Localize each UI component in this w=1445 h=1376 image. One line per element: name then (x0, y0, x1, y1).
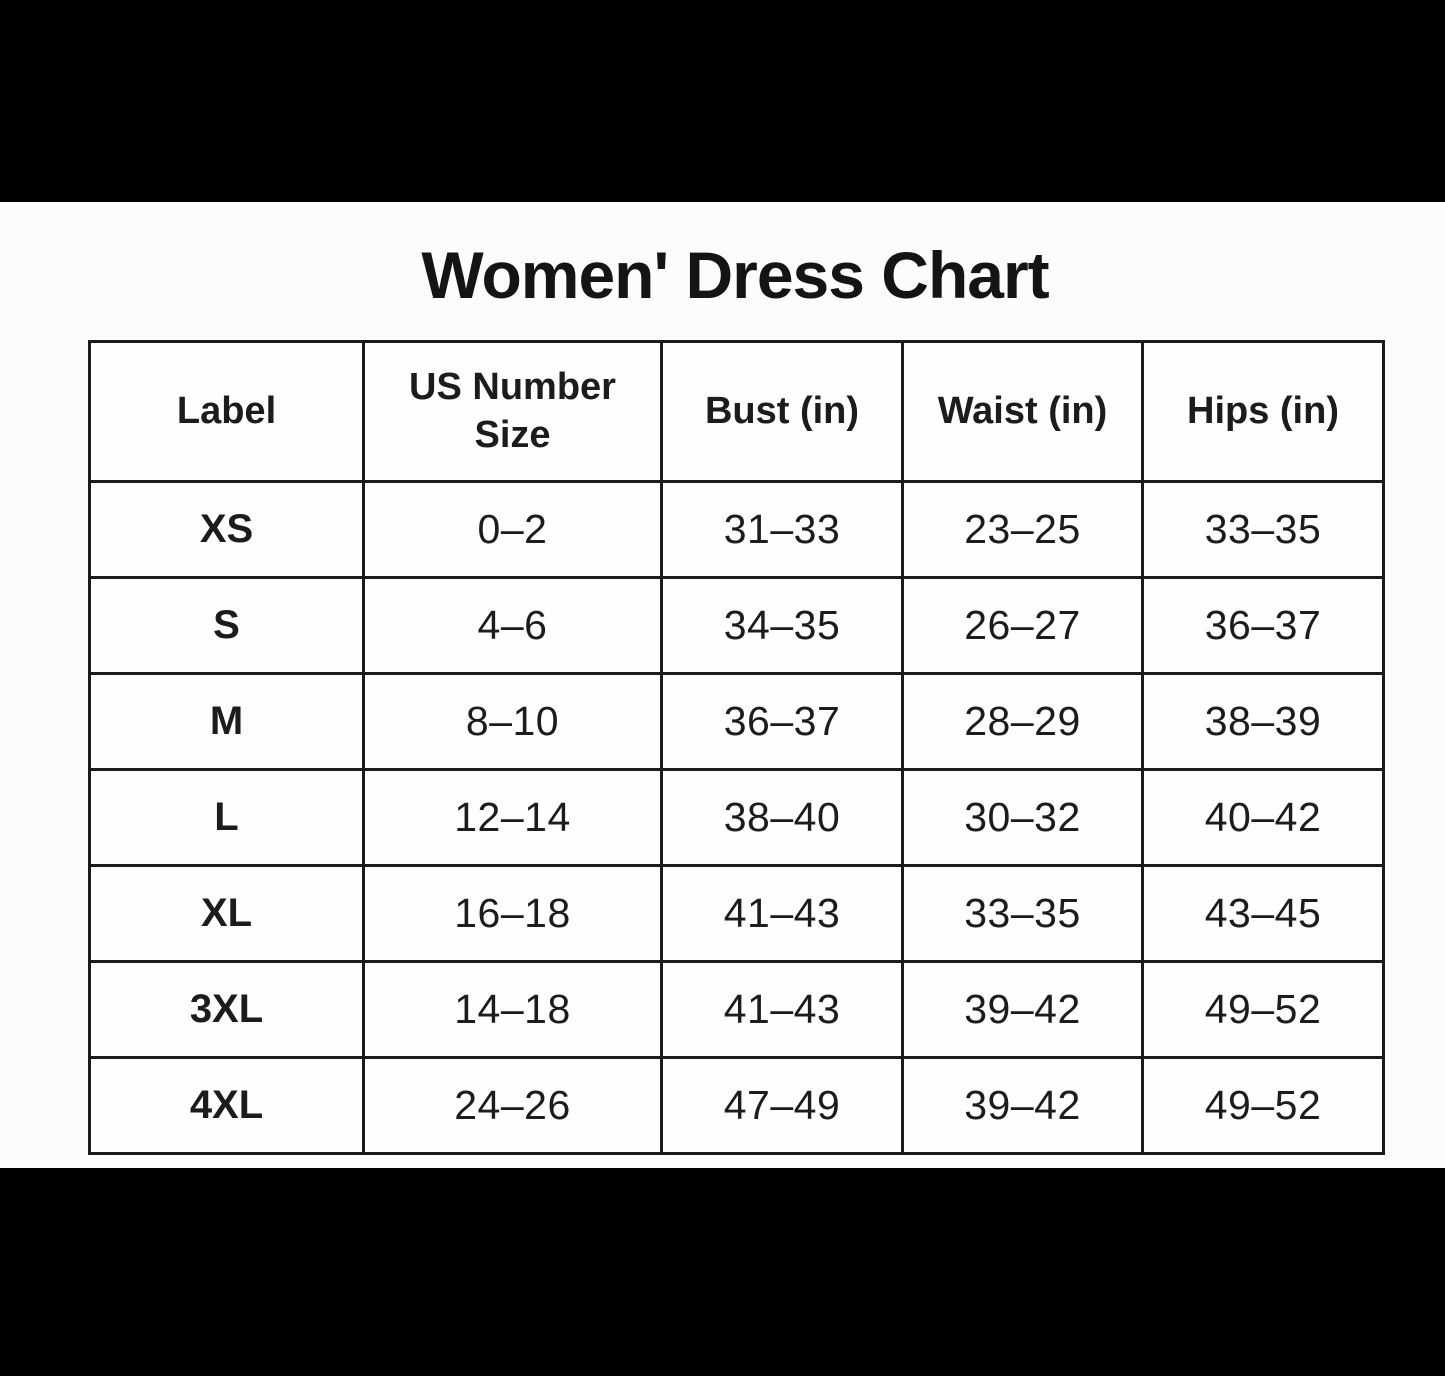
chart-title: Women' Dress Chart (421, 238, 1049, 312)
column-header-us-number-size: US Number Size (364, 342, 662, 482)
cell-xl-us-size: 16–18 (364, 866, 662, 962)
size-row-xl (90, 866, 1384, 962)
column-header-bust: Bust (in) (662, 342, 903, 482)
column-header-hips: Hips (in) (1143, 342, 1384, 482)
cell-s-waist: 26–27 (903, 578, 1143, 674)
cell-4xl-bust: 47–49 (662, 1058, 903, 1154)
cell-xl-hips: 43–45 (1143, 866, 1384, 962)
cell-4xl-waist: 39–42 (903, 1058, 1143, 1154)
cell-xl-label: XL (90, 866, 364, 962)
cell-l-label: L (90, 770, 364, 866)
cell-3xl-bust: 41–43 (662, 962, 903, 1058)
size-row-3xl (90, 962, 1384, 1058)
cell-l-us-size: 12–14 (364, 770, 662, 866)
size-row-l (90, 770, 1384, 866)
size-row-s (90, 578, 1384, 674)
size-row-4xl (90, 1058, 1384, 1154)
cell-3xl-hips: 49–52 (1143, 962, 1384, 1058)
cell-4xl-label: 4XL (90, 1058, 364, 1154)
cell-m-hips: 38–39 (1143, 674, 1384, 770)
cell-xs-hips: 33–35 (1143, 482, 1384, 578)
column-header-waist: Waist (in) (903, 342, 1143, 482)
size-chart-panel (0, 202, 1445, 1168)
cell-xs-waist: 23–25 (903, 482, 1143, 578)
cell-xs-bust: 31–33 (662, 482, 903, 578)
cell-xs-label: XS (90, 482, 364, 578)
cell-m-us-size: 8–10 (364, 674, 662, 770)
cell-3xl-us-size: 14–18 (364, 962, 662, 1058)
cell-l-waist: 30–32 (903, 770, 1143, 866)
cell-xl-bust: 41–43 (662, 866, 903, 962)
cell-s-bust: 34–35 (662, 578, 903, 674)
cell-m-waist: 28–29 (903, 674, 1143, 770)
cell-s-us-size: 4–6 (364, 578, 662, 674)
cell-m-bust: 36–37 (662, 674, 903, 770)
cell-s-hips: 36–37 (1143, 578, 1384, 674)
cell-3xl-label: 3XL (90, 962, 364, 1058)
cell-4xl-hips: 49–52 (1143, 1058, 1384, 1154)
cell-l-hips: 40–42 (1143, 770, 1384, 866)
cell-m-label: M (90, 674, 364, 770)
cell-l-bust: 38–40 (662, 770, 903, 866)
cell-xl-waist: 33–35 (903, 866, 1143, 962)
cell-4xl-us-size: 24–26 (364, 1058, 662, 1154)
cell-s-label: S (90, 578, 364, 674)
cell-3xl-waist: 39–42 (903, 962, 1143, 1058)
header-row (90, 342, 1384, 482)
cell-xs-us-size: 0–2 (364, 482, 662, 578)
column-header-label: Label (90, 342, 364, 482)
size-chart-table (88, 340, 1385, 1155)
size-row-xs (90, 482, 1384, 578)
size-row-m (90, 674, 1384, 770)
